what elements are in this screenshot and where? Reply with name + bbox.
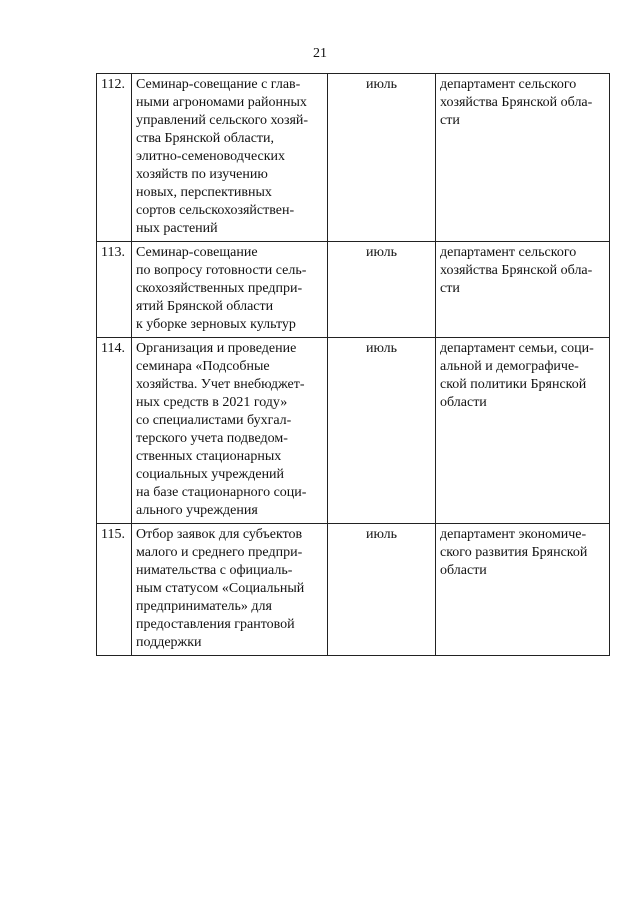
text-line: ным статусом «Социальный [136, 581, 305, 596]
date-text: июль [366, 77, 397, 92]
event-description [132, 338, 328, 524]
text-line: скохозяйственных предпри- [136, 281, 303, 296]
text-line: ных средств в 2021 году» [136, 395, 288, 410]
event-description [132, 74, 328, 242]
text-line: Отбор заявок для субъектов [136, 527, 303, 542]
text-line: хозяйства. Учет внебюджет- [136, 377, 305, 392]
text-line: предоставления грантовой [136, 617, 295, 632]
page-number: 21 [313, 46, 327, 61]
text-line: хозяйства Брянской обла- [440, 263, 593, 278]
responsible-department [436, 242, 610, 338]
date-text: июль [366, 527, 397, 542]
text-line: сти [440, 113, 460, 128]
text-line: хозяйства Брянской обла- [440, 95, 593, 110]
table-row [97, 74, 610, 242]
text-line: департамент семьи, соци- [440, 341, 594, 356]
text-line: ных растений [136, 221, 218, 236]
event-date [328, 338, 436, 524]
text-line: ального учреждения [136, 503, 258, 518]
table-row [97, 242, 610, 338]
row-number: 112. [97, 74, 132, 242]
text-line: сортов сельскохозяйствен- [136, 203, 295, 218]
text-line: на базе стационарного соци- [136, 485, 307, 500]
text-line: ственных стационарных [136, 449, 282, 464]
event-description [132, 242, 328, 338]
text-line: элитно-семеноводческих [136, 149, 286, 164]
text-line: семинара «Подсобные [136, 359, 270, 374]
text-line: ской политики Брянской [440, 377, 587, 392]
text-line: ятий Брянской области [136, 299, 274, 314]
text-line: социальных учреждений [136, 467, 285, 482]
row-number: 114. [97, 338, 132, 524]
responsible-department [436, 524, 610, 656]
text-line: терского учета подведом- [136, 431, 288, 446]
text-line: департамент сельского [440, 77, 577, 92]
text-line: к уборке зерновых культур [136, 317, 296, 332]
responsible-department [436, 338, 610, 524]
event-description [132, 524, 328, 656]
responsible-department [436, 74, 610, 242]
event-date [328, 524, 436, 656]
text-line: ными агрономами районных [136, 95, 307, 110]
event-date [328, 242, 436, 338]
text-line: нимательства с официаль- [136, 563, 293, 578]
text-line: по вопросу готовности сель- [136, 263, 307, 278]
text-line: области [440, 395, 487, 410]
text-line: со специалистами бухгал- [136, 413, 292, 428]
text-line: департамент сельского [440, 245, 577, 260]
row-number: 113. [97, 242, 132, 338]
text-line: альной и демографиче- [440, 359, 579, 374]
text-line: департамент экономиче- [440, 527, 587, 542]
text-line: сти [440, 281, 460, 296]
date-text: июль [366, 341, 397, 356]
event-date [328, 74, 436, 242]
text-line: Семинар-совещание [136, 245, 258, 260]
text-line: Организация и проведение [136, 341, 297, 356]
text-line: ского развития Брянской [440, 545, 588, 560]
table-row [97, 338, 610, 524]
text-line: хозяйств по изучению [136, 167, 268, 182]
text-line: области [440, 563, 487, 578]
text-line: новых, перспективных [136, 185, 272, 200]
row-number: 115. [97, 524, 132, 656]
events-plan-table [96, 73, 610, 656]
text-line: поддержки [136, 635, 202, 650]
text-line: предприниматель» для [136, 599, 272, 614]
text-line: управлений сельского хозяй- [136, 113, 309, 128]
text-line: Семинар-совещание с глав- [136, 77, 301, 92]
table-row [97, 524, 610, 656]
text-line: малого и среднего предпри- [136, 545, 303, 560]
date-text: июль [366, 245, 397, 260]
text-line: ства Брянской области, [136, 131, 275, 146]
